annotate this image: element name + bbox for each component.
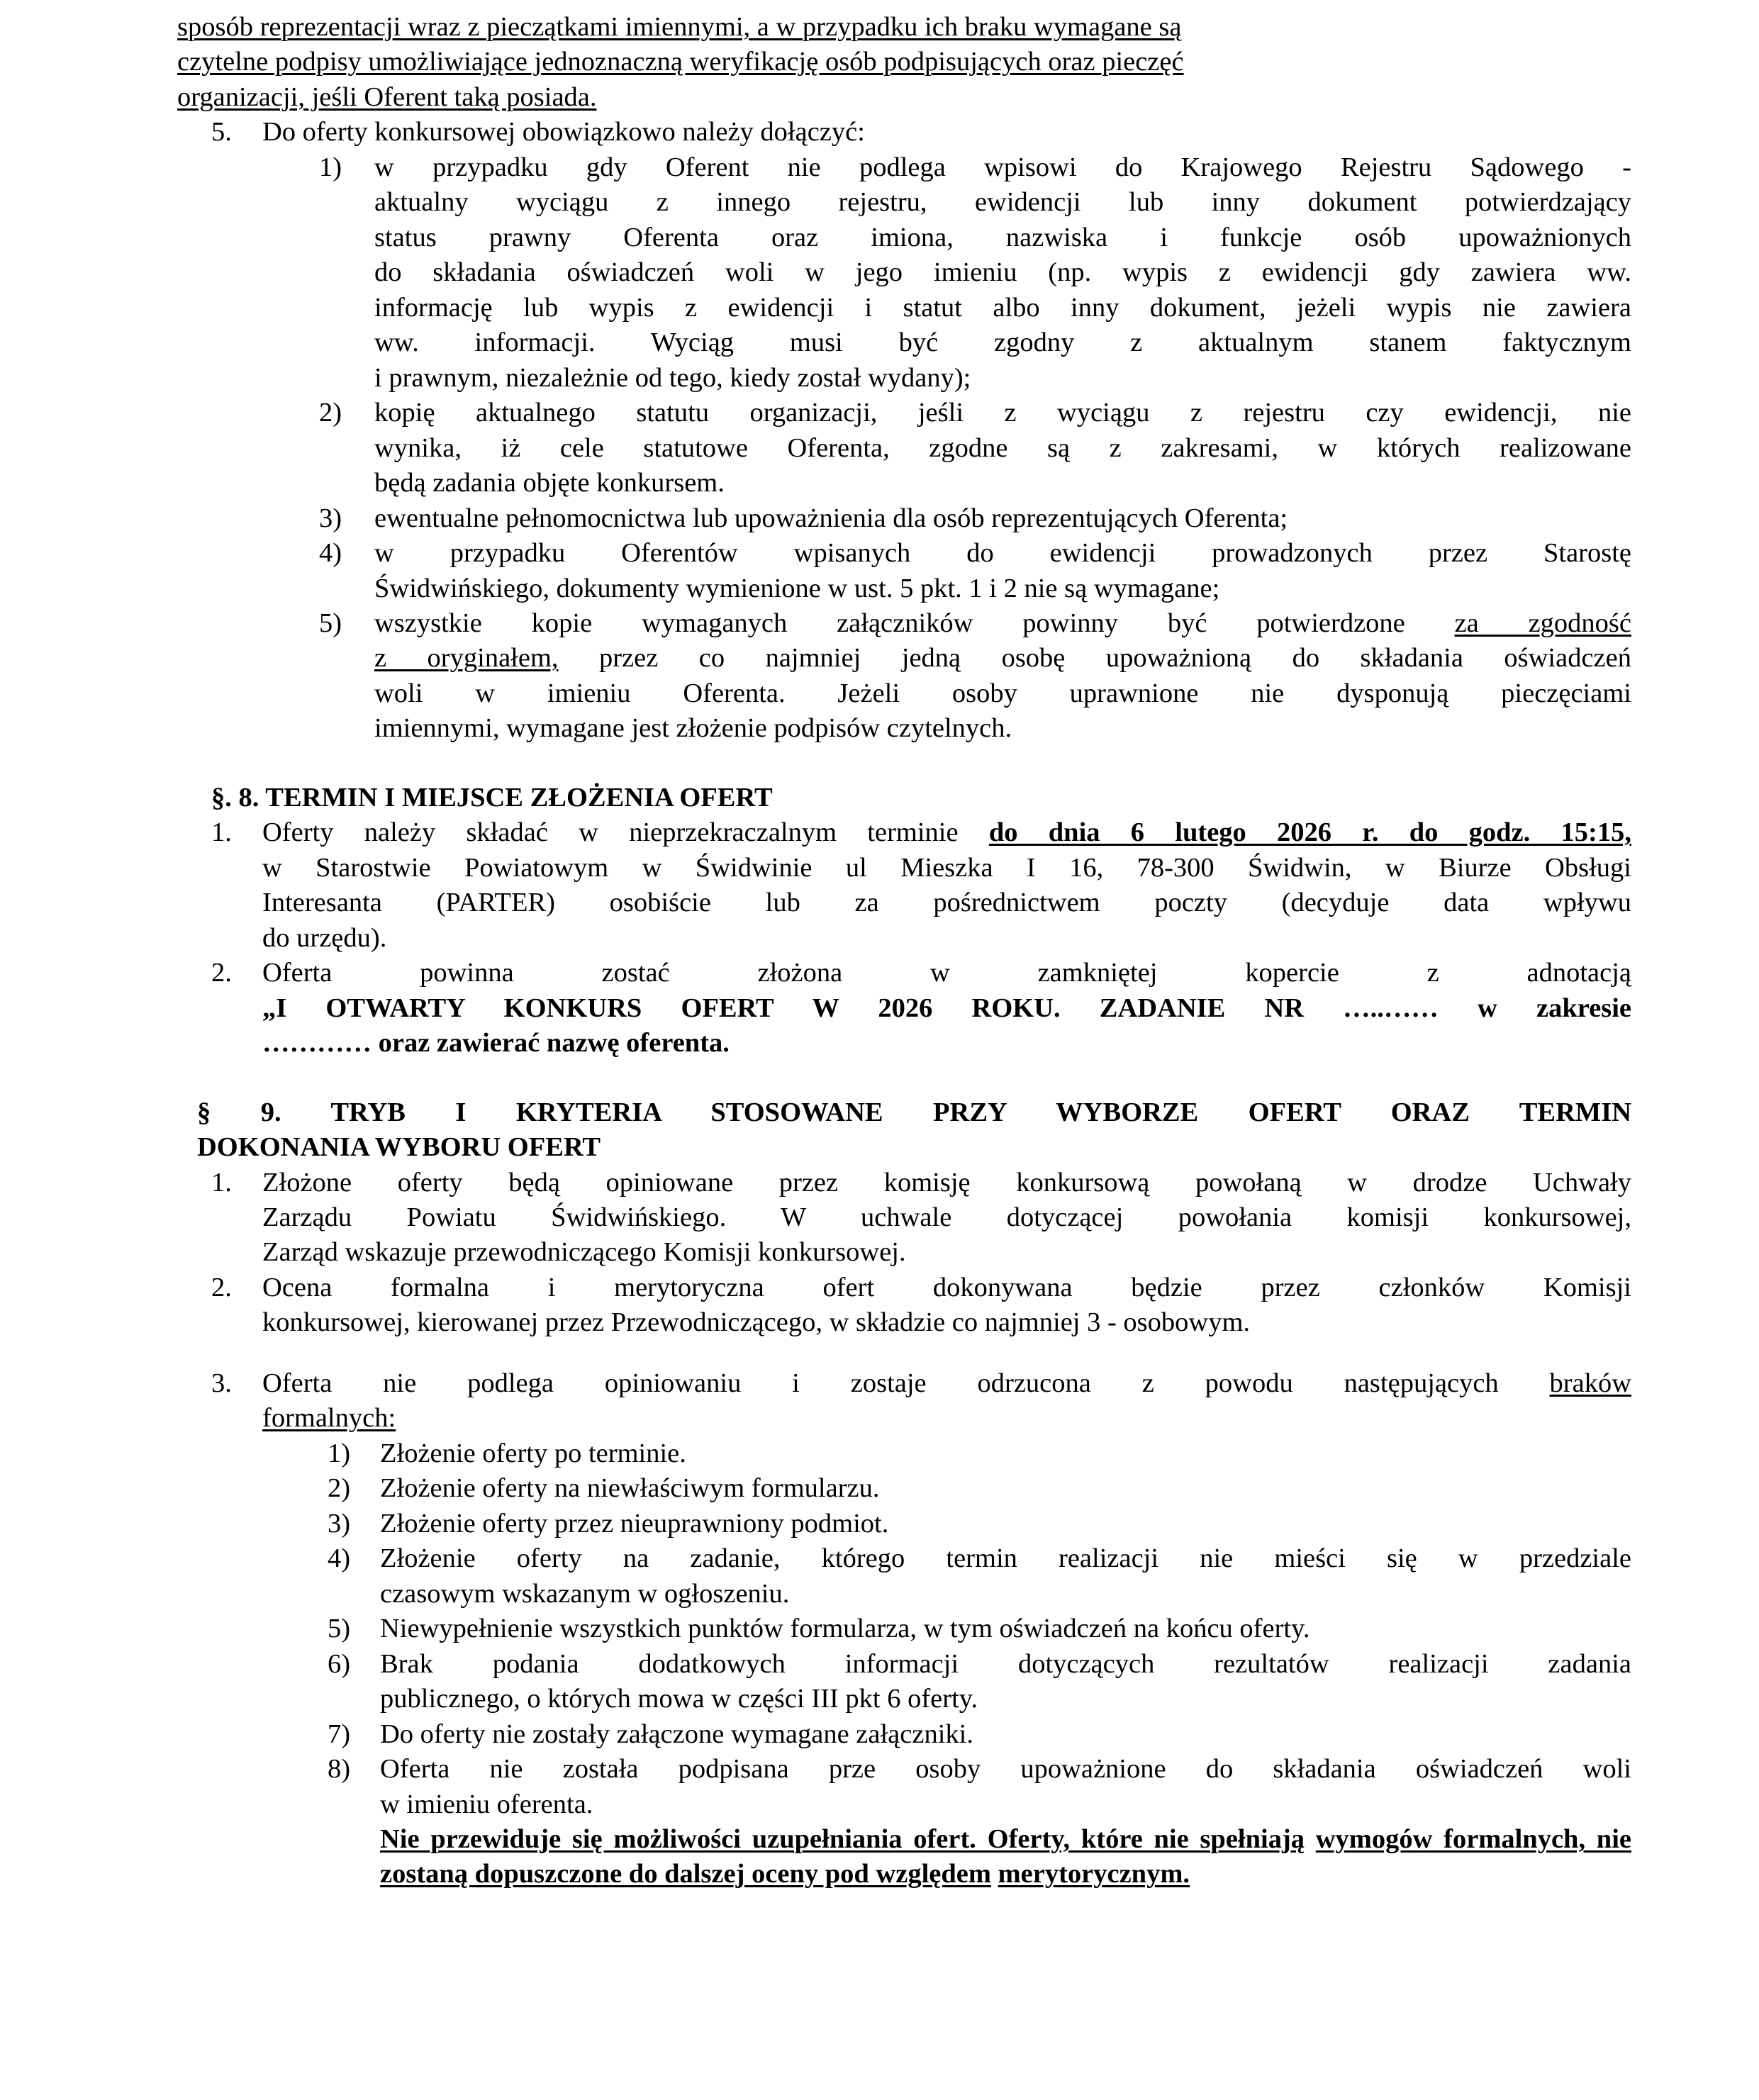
item5-sub-4	[319, 536, 1631, 606]
section8-item-2	[211, 956, 1631, 1061]
section9-item3-sub-7	[328, 1717, 1631, 1752]
item5-sub-5-line-1	[374, 606, 1631, 641]
section9-closing-note	[380, 1822, 1631, 1892]
list-item-5	[211, 115, 1631, 150]
section9-heading-line-2: DOKONANIA WYBORU OFERT	[197, 1132, 601, 1163]
section8-item-1	[211, 815, 1631, 956]
section9-item3-sub-3	[328, 1507, 1631, 1541]
section9-item-1-line-1: Złożone oferty będą opiniowane przez komisję konkursową powołaną w drodze Uchwały	[262, 1167, 1631, 1197]
item5-sub-1-line-2: aktualny wyciągu z innego rejestru, ewidencji lub inny dokument potwierdzający	[374, 187, 1631, 218]
section9-item3-sub-7-line-1: Do oferty nie zostały załączone wymagane załączniki.	[380, 1719, 973, 1749]
section9-item3-sub-5	[328, 1612, 1631, 1646]
section9-item-1-marker: 1.	[211, 1167, 232, 1197]
section9-item3-sub-6-line-1: Brak podania dodatkowych informacji dotyczących rezultatów realizacji zadania	[380, 1648, 1631, 1679]
item5-sub-5-line-3: woli w imieniu Oferenta. Jeżeli osoby uprawnione nie dysponują pieczęciami	[374, 678, 1631, 708]
section9-item-3-emphasis-a: braków	[1549, 1368, 1631, 1398]
item5-sub-1-line-4: do składania oświadczeń woli w jego imieniu (np. wypis z ewidencji gdy zawiera ww.	[374, 257, 1631, 288]
section8-envelope-annotation-line-2: ………… oraz zawierać nazwę oferenta.	[262, 1028, 730, 1059]
section8-item-2-line-1: Oferta powinna zostać złożona w zamkniętej kopercie z adnotacją	[262, 958, 1631, 988]
section9-closing-note-line-1: Nie przewiduje się możliwości uzupełniania ofert. Oferty, które nie spełniają	[380, 1823, 1305, 1854]
section8-item-1-plain: Oferty należy składać w nieprzekraczalnym terminie	[262, 817, 989, 848]
continued-paragraph	[177, 10, 1631, 115]
section9-item-3-line-1	[262, 1366, 1631, 1401]
item5-sub-5-marker: 5)	[319, 608, 342, 638]
item5-sub-2	[319, 396, 1631, 501]
item5-sub-5-emphasis-a: za zgodność	[1454, 608, 1631, 638]
section9-item3-sublist	[177, 1436, 1631, 1822]
item5-sub-4-line-2: Świdwińskiego, dokumenty wymienione w ust. 5 pkt. 1 i 2 nie są wymagane;	[374, 573, 1220, 603]
section8-item-1-line-3: Interesanta (PARTER) osobiście lub za pośrednictwem poczty (decyduje data wpływu	[262, 888, 1631, 918]
section9-item3-sub-6	[328, 1647, 1631, 1717]
section8-list	[177, 815, 1631, 1061]
item5-sub-5	[319, 606, 1631, 747]
section9-item-3-line-2	[262, 1401, 1631, 1436]
section9-item-3-plain: Oferta nie podlega opiniowaniu i zostaje odrzucona z powodu następujących	[262, 1368, 1550, 1398]
continued-paragraph-line-3: organizacji, jeśli Oferent taką posiada.	[177, 82, 597, 112]
section9-item3-sub-4	[328, 1541, 1631, 1612]
section9-item3-sub-1	[328, 1436, 1631, 1471]
list-item5-container	[177, 115, 1631, 150]
section9-item3-sub-4-line-1: Złożenie oferty na zadanie, którego termin realizacji nie mieści się w przedziale	[380, 1543, 1631, 1574]
item5-sub-5-emphasis-b: z oryginałem,	[374, 643, 559, 674]
item5-sub-5-line-4: imiennymi, wymagane jest złożenie podpisów czytelnych.	[374, 713, 1012, 744]
item5-sub-3-line-1: ewentualne pełnomocnictwa lub upoważnienia dla osób reprezentujących Oferenta;	[374, 503, 1288, 533]
section9-item-3-marker: 3.	[211, 1368, 232, 1398]
section8-envelope-annotation-line-1: „I OTWARTY KONKURS OFERT W 2026 ROKU. ZADANIE NR …..…… w zakresie	[262, 993, 1631, 1023]
item5-sub-1-marker: 1)	[319, 152, 342, 182]
section9-item3-sub-1-marker: 1)	[328, 1438, 351, 1468]
continued-paragraph-line-1: sposób reprezentacji wraz z pieczątkami imiennymi, a w przypadku ich braku wymagane są	[177, 12, 1182, 42]
item5-sub-4-marker: 4)	[319, 538, 342, 569]
section9-item-1-line-2: Zarządu Powiatu Świdwińskiego. W uchwale dotyczącej powołania komisji konkursowej,	[262, 1202, 1631, 1232]
item5-sub-2-marker: 2)	[319, 398, 342, 428]
section8-item-1-line-1	[262, 815, 1631, 850]
section9-item3-sub-4-line-2: czasowym wskazanym w ogłoszeniu.	[380, 1578, 790, 1609]
section9-list	[177, 1166, 1631, 1341]
section9-item3-sub-1-line-1: Złożenie oferty po terminie.	[380, 1438, 686, 1468]
section9-heading-line-1: § 9. TRYB I KRYTERIA STOSOWANE PRZY WYBORZE OFERT ORAZ TERMIN	[197, 1097, 1631, 1127]
section9-item3-sub-2-line-1: Złożenie oferty na niewłaściwym formularzu.	[380, 1473, 880, 1504]
item5-sub-5-line-1-plain: wszystkie kopie wymaganych załączników powinny być potwierdzone	[374, 608, 1455, 638]
section9-item3-sub-6-marker: 6)	[328, 1648, 351, 1679]
item5-sub-1-line-6: ww. informacji. Wyciąg musi być zgodny z aktualnym stanem faktycznym	[374, 328, 1631, 358]
item5-sub-3	[319, 501, 1631, 536]
section9-item3-sub-5-line-1: Niewypełnienie wszystkich punktów formularza, w tym oświadczeń na końcu oferty.	[380, 1614, 1310, 1644]
item5-sub-1-line-1: w przypadku gdy Oferent nie podlega wpisowi do Krajowego Rejestru Sądowego -	[374, 152, 1631, 182]
section9-item3-sub-2	[328, 1471, 1631, 1506]
section8-heading	[211, 781, 1631, 815]
document-body	[177, 10, 1631, 1892]
item5-sub-1-line-3: status prawny Oferenta oraz imiona, nazwiska i funkcje osób upoważnionych	[374, 222, 1631, 252]
spacer-before-item3	[177, 1341, 1631, 1366]
item5-sub-1-line-5: informację lub wypis z ewidencji i statut albo inny dokument, jeżeli wypis nie zawiera	[374, 292, 1631, 323]
section9-item3-sub-4-marker: 4)	[328, 1543, 351, 1574]
section9-item3-sub-8-marker: 8)	[328, 1754, 351, 1785]
section8-item-1-marker: 1.	[211, 817, 232, 848]
section8-deadline: do dnia 6 lutego 2026 r. do godz. 15:15,	[988, 817, 1631, 848]
item5-sub-3-marker: 3)	[319, 503, 342, 533]
section9-item-3-emphasis-b: formalnych:	[262, 1403, 396, 1434]
section9-item3-sub-2-marker: 2)	[328, 1473, 351, 1504]
item5-sub-5-line-2	[374, 641, 1631, 676]
item5-sub-2-line-2: wynika, iż cele statutowe Oferenta, zgodne są z zakresami, w których realizowane	[374, 432, 1631, 463]
continued-paragraph-line-2: czytelne podpisy umożliwiające jednoznaczną weryfikację osób podpisujących oraz pieczęć	[177, 47, 1184, 77]
section9-item3-sub-7-marker: 7)	[328, 1719, 351, 1749]
section9-closing-note-line-3: merytorycznym.	[998, 1859, 1190, 1889]
section9-closing-note-line-2: wymogów formalnych, nie zostaną dopuszczone do dalszej oceny pod względem	[380, 1823, 1631, 1889]
item5-sub-1	[319, 150, 1631, 396]
spacer-before-section9	[177, 1061, 1631, 1095]
section9-item-1	[211, 1166, 1631, 1270]
item5-sub-2-line-1: kopię aktualnego statutu organizacji, jeśli z wyciągu z rejestru czy ewidencji, nie	[374, 398, 1631, 428]
section9-item3-sub-3-marker: 3)	[328, 1508, 351, 1538]
section8-item-1-line-4: do urzędu).	[262, 922, 387, 953]
section9-item-2-marker: 2.	[211, 1272, 232, 1302]
section8-item-1-line-2: w Starostwie Powiatowym w Świdwinie ul Mieszka I 16, 78-300 Świdwin, w Biurze Obsługi	[262, 852, 1631, 883]
item5-sub-1-line-7: i prawnym, niezależnie od tego, kiedy został wydany);	[374, 362, 971, 393]
item5-sublist	[177, 150, 1631, 747]
section9-item-3	[211, 1366, 1631, 1436]
section9-item3-sub-3-line-1: Złożenie oferty przez nieuprawniony podmiot.	[380, 1508, 889, 1538]
section9-item3-container	[177, 1366, 1631, 1436]
section9-item3-sub-8-line-1: Oferta nie została podpisana prze osoby upoważnione do składania oświadczeń woli	[380, 1754, 1631, 1785]
section9-item-1-line-3: Zarząd wskazuje przewodniczącego Komisji konkursowej.	[262, 1237, 906, 1268]
spacer-before-section8	[177, 747, 1631, 781]
section8-heading-text: §. 8. TERMIN I MIEJSCE ZŁOŻENIA OFERT	[211, 782, 773, 812]
section9-heading	[197, 1095, 1631, 1166]
section9-item3-sub-5-marker: 5)	[328, 1614, 351, 1644]
section9-item3-sub-8	[328, 1752, 1631, 1822]
section9-item-2-line-1: Ocena formalna i merytoryczna ofert dokonywana będzie przez członków Komisji	[262, 1272, 1631, 1302]
list-item-5-marker: 5.	[211, 117, 232, 147]
section9-item-2	[211, 1270, 1631, 1341]
section9-item3-sub-8-line-2: w imieniu oferenta.	[380, 1789, 593, 1819]
section9-item-2-line-2: konkursowej, kierowanej przez Przewodniczącego, w składzie co najmniej 3 - osobowym.	[262, 1307, 1251, 1338]
item5-sub-5-line-2-plain: przez co najmniej jedną osobę upoważnioną do składania oświadczeń	[558, 643, 1631, 674]
item5-sub-4-line-1: w przypadku Oferentów wpisanych do ewidencji prowadzonych przez Starostę	[374, 538, 1631, 569]
item5-sub-2-line-3: będą zadania objęte konkursem.	[374, 468, 725, 498]
list-item-5-text: Do oferty konkursowej obowiązkowo należy dołączyć:	[262, 117, 865, 147]
section8-item-2-marker: 2.	[211, 958, 232, 988]
section9-item3-sub-6-line-2: publicznego, o których mowa w części III pkt 6 oferty.	[380, 1684, 978, 1714]
